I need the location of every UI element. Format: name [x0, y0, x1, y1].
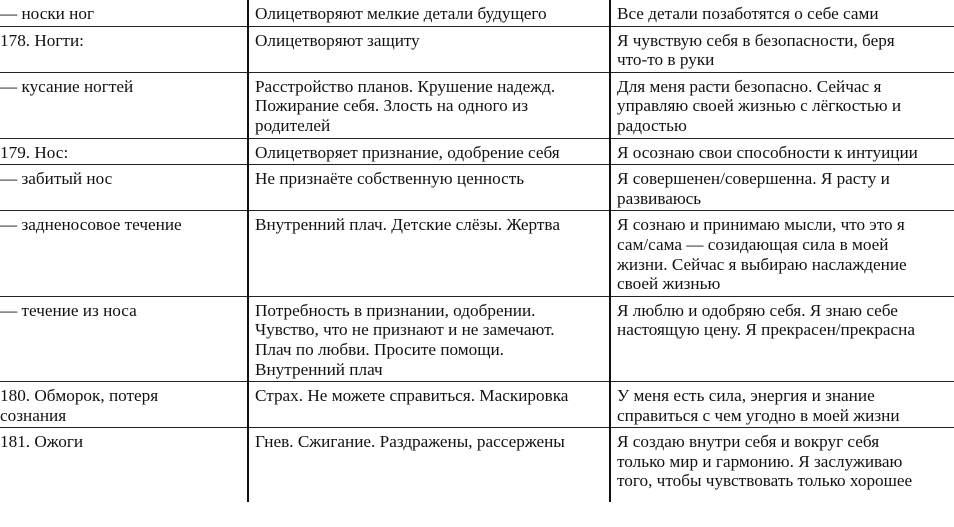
affirmation-cell: [610, 26, 954, 72]
affirmation-line: Я сознаю и принимаю мысли, что это я: [617, 215, 905, 235]
affirmation-line: Все детали позаботятся о себе сами: [617, 4, 879, 23]
affirmation-line: что-то в руки: [617, 50, 715, 70]
term-line: 181. Ожоги: [0, 432, 84, 452]
table-row: [0, 26, 954, 72]
term-cell: [0, 211, 248, 296]
affirmation-line: Я осознаю свои способности к интуиции: [617, 142, 918, 162]
cause-line: Внутренний плач. Детские слёзы. Жертва: [255, 215, 560, 235]
term-line: 179. Нос:: [0, 142, 69, 162]
term-line: — носки ног: [0, 4, 95, 23]
cause-line: Олицетворяют защиту: [255, 30, 420, 50]
cause-line: Чувство, что не признают и не замечают.: [255, 320, 555, 340]
term-cell: [0, 428, 248, 503]
affirmation-line: того, чтобы чувствовать только хорошее: [617, 471, 913, 491]
affirmation-line: справиться с чем угодно в моей жизни: [617, 405, 900, 425]
cause-cell: [248, 428, 610, 503]
affirmation-cell: [610, 296, 954, 381]
affirmation-line: Я создаю внутри себя и вокруг себя: [617, 432, 880, 452]
affirmation-cell: [610, 211, 954, 296]
cause-line: Расстройство планов. Крушение надежд.: [255, 76, 556, 96]
term-cell: [0, 0, 248, 26]
affirmation-line: радостью: [617, 115, 687, 135]
affirmation-line: настоящую цену. Я прекрасен/прекрасна: [617, 320, 916, 340]
cause-cell: [248, 165, 610, 211]
term-cell: [0, 72, 248, 138]
term-cell: [0, 296, 248, 381]
affirmation-line: сам/сама — созидающая сила в моей: [617, 234, 889, 254]
cause-line: Не признаёте собственную ценность: [255, 169, 525, 189]
affirmation-line: Я люблю и одобряю себя. Я знаю себе: [617, 300, 898, 320]
affirmation-line: Я чувствую себя в безопасности, беря: [617, 30, 895, 50]
affirmation-cell: [610, 0, 954, 26]
cause-line: Плач по любви. Просите помощи.: [255, 339, 504, 359]
affirmation-line: управляю своей жизнью с лёгкостью и: [617, 96, 902, 116]
cause-line: Страх. Не можете справиться. Маскировка: [255, 386, 569, 406]
cause-line: Олицетворяет признание, одобрение себя: [255, 142, 560, 162]
affirmation-cell: [610, 72, 954, 138]
term-line: сознания: [0, 405, 67, 425]
affirmation-cell: [610, 428, 954, 503]
table-row: [0, 138, 954, 165]
cause-cell: [248, 296, 610, 381]
table-row: [0, 72, 954, 138]
table-row: [0, 296, 954, 381]
cause-cell: [248, 211, 610, 296]
table-row: [0, 382, 954, 428]
affirmation-line: своей жизнью: [617, 274, 721, 294]
cause-line: Олицетворяют мелкие детали будущего: [255, 4, 547, 23]
affirmation-line: только мир и гармонию. Я заслуживаю: [617, 451, 903, 471]
affirmation-line: Для меня расти безопасно. Сейчас я: [617, 76, 882, 96]
cause-cell: [248, 26, 610, 72]
cause-cell: [248, 0, 610, 26]
affirmation-cell: [610, 138, 954, 165]
term-line: — кусание ногтей: [0, 76, 134, 96]
cause-cell: [248, 382, 610, 428]
cause-line: Потребность в признании, одобрении.: [255, 300, 536, 320]
term-cell: [0, 165, 248, 211]
term-line: — забитый нос: [0, 169, 113, 189]
term-cell: [0, 26, 248, 72]
table-row: [0, 211, 954, 296]
term-cell: [0, 382, 248, 428]
cause-line: Пожирание себя. Злость на одного из: [255, 96, 528, 116]
term-line: — течение из носа: [0, 300, 137, 320]
affirmation-line: жизни. Сейчас я выбираю наслаждение: [617, 254, 907, 274]
term-line: 178. Ногти:: [0, 30, 84, 50]
affirmation-line: развиваюсь: [617, 188, 702, 208]
table-row: [0, 0, 954, 26]
term-cell: [0, 138, 248, 165]
table-row: [0, 428, 954, 503]
affirmation-line: У меня есть сила, энергия и знание: [617, 386, 875, 406]
table-row: [0, 165, 954, 211]
cause-cell: [248, 72, 610, 138]
cause-line: Внутренний плач: [255, 359, 383, 379]
cause-cell: [248, 138, 610, 165]
term-line: 180. Обморок, потеря: [0, 386, 159, 406]
cause-line: Гнев. Сжигание. Раздражены, рассержены: [255, 432, 565, 452]
cause-line: родителей: [255, 115, 331, 135]
affirmation-cell: [610, 382, 954, 428]
term-line: — задненосовое течение: [0, 215, 182, 235]
affirmation-line: Я совершенен/совершенна. Я расту и: [617, 169, 890, 189]
affirmation-cell: [610, 165, 954, 211]
